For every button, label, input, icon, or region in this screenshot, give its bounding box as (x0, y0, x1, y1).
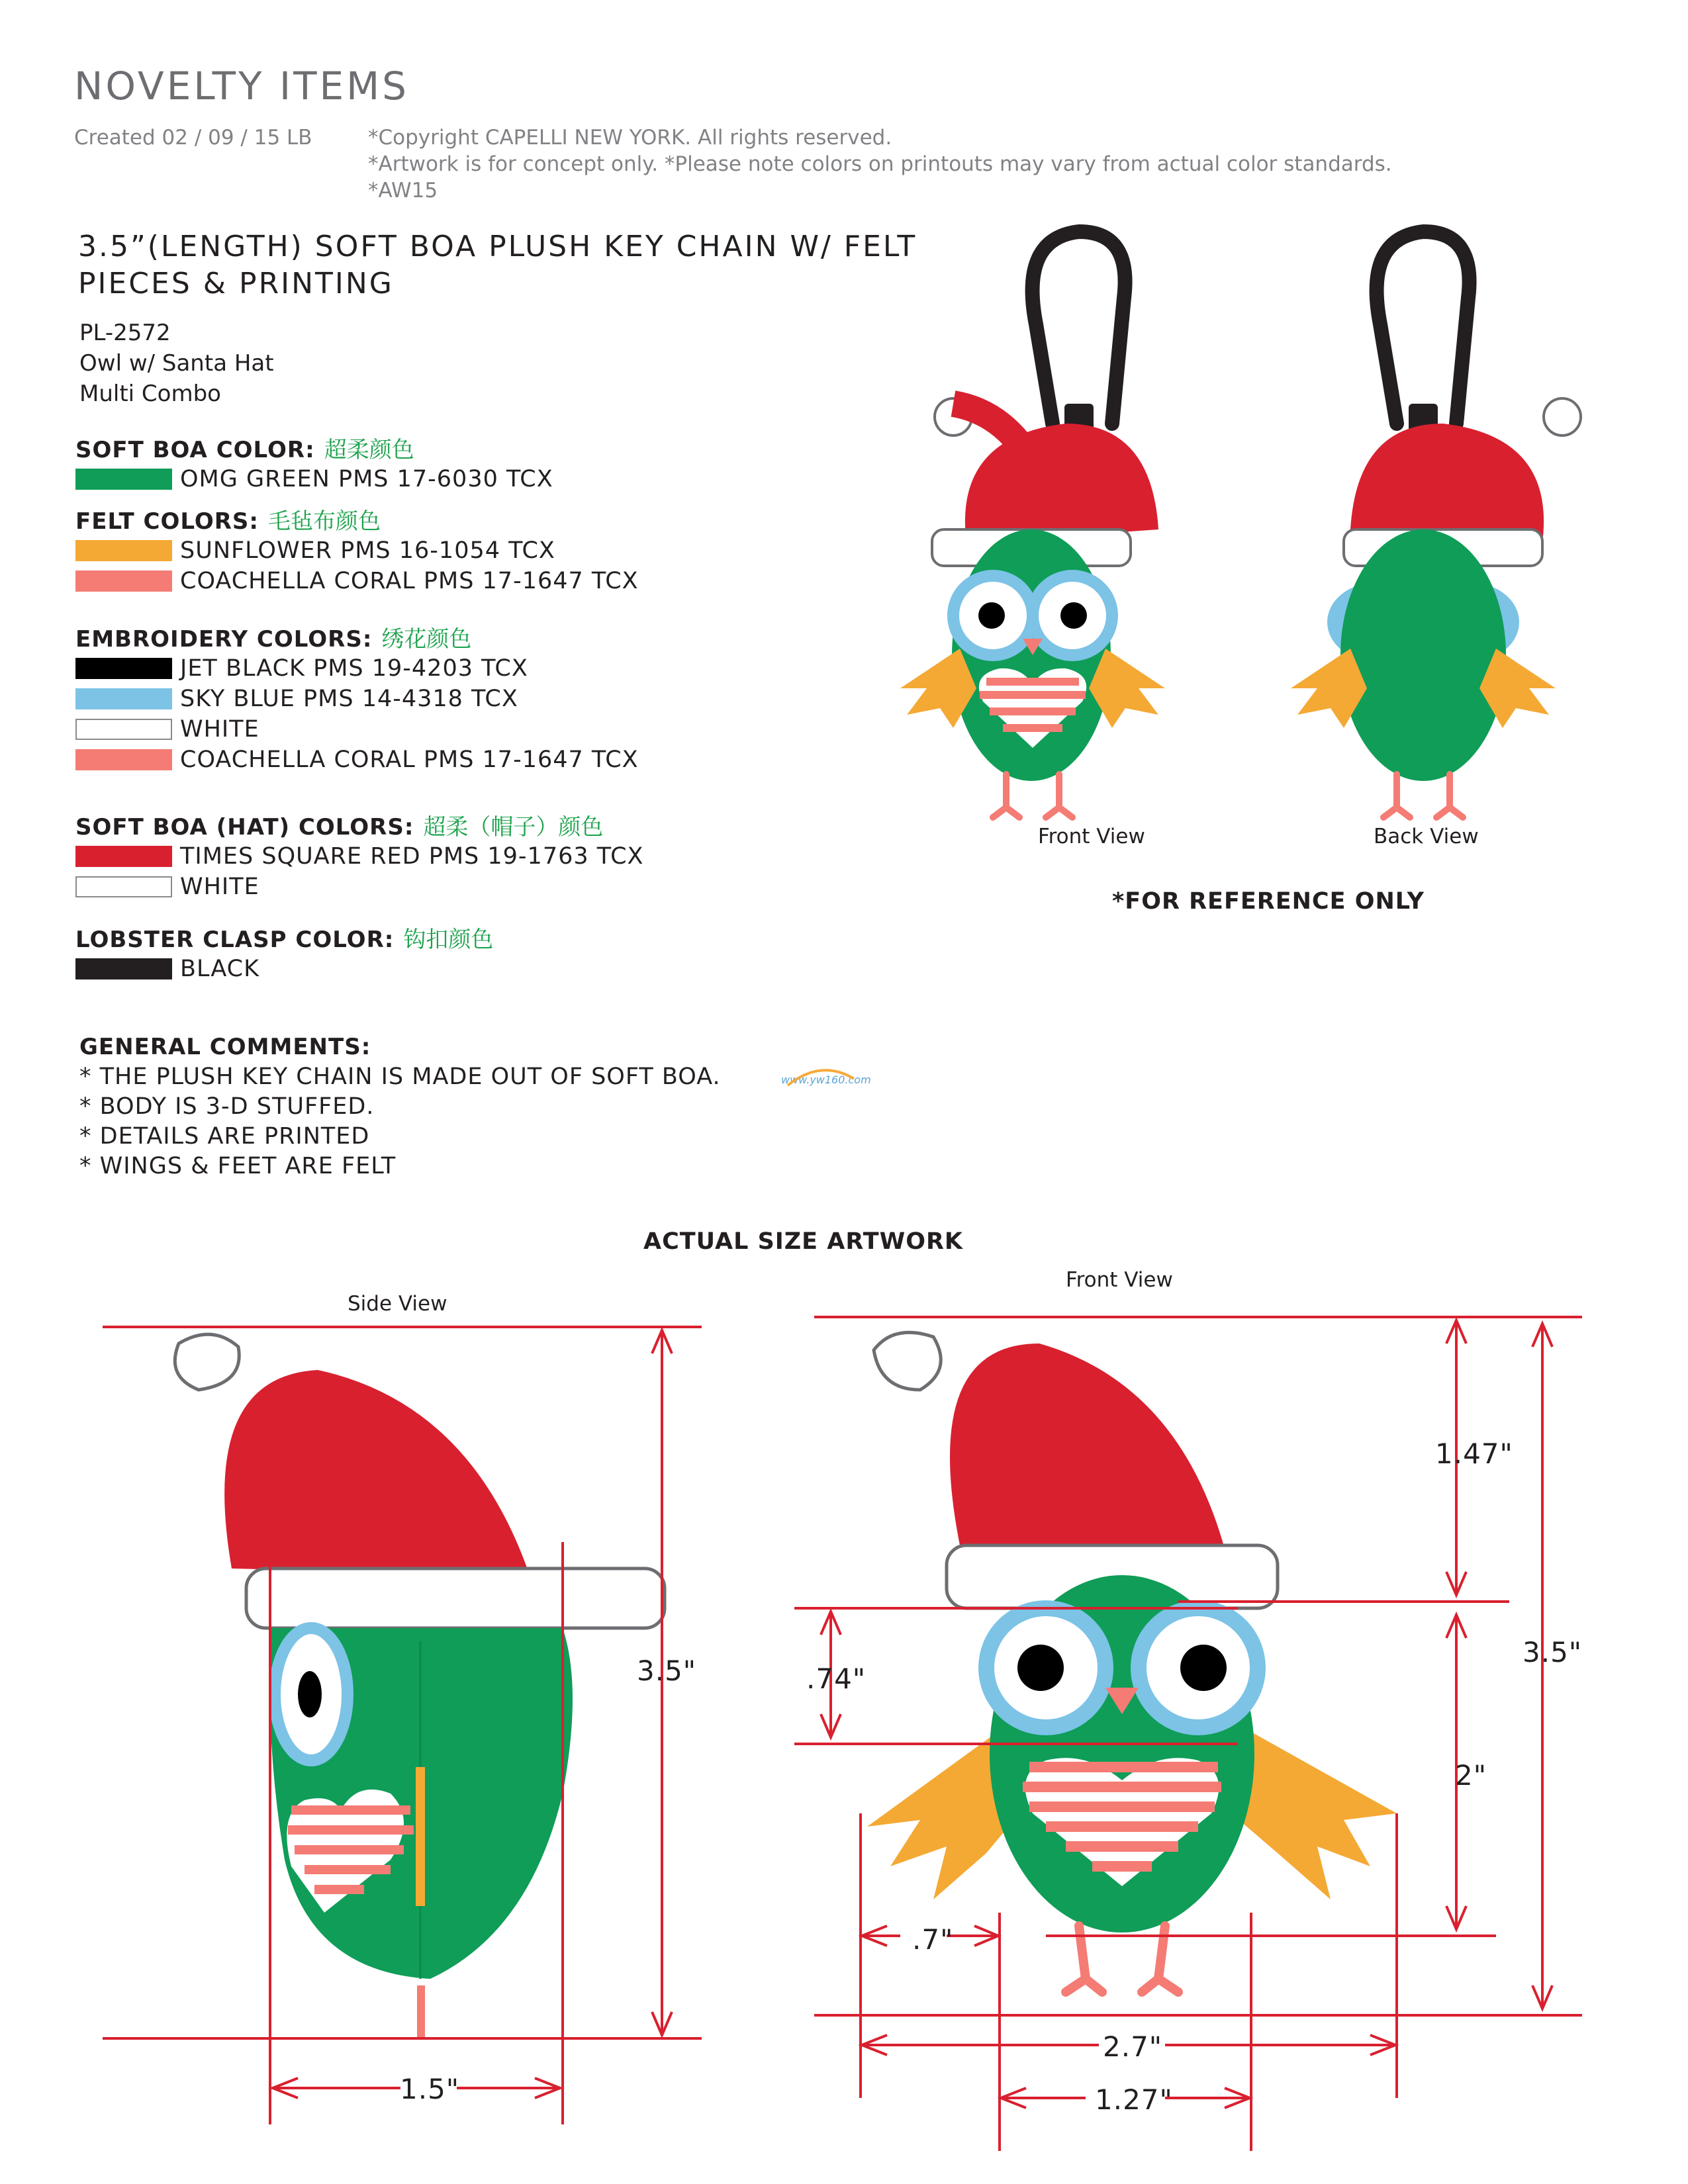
hat-pompom (175, 1334, 239, 1390)
side-view-caption: Side View (348, 1292, 447, 1316)
side-height-dim: 3.5" (637, 1655, 697, 1687)
color-row (75, 566, 639, 596)
color-swatch (75, 958, 172, 979)
back-view-keychain (1258, 225, 1589, 834)
color-row (75, 745, 639, 775)
clasp-label-cn: 钩扣颜色 (403, 927, 494, 953)
note-copyright: *Copyright CAPELLI NEW YORK. All rights reserved. (368, 126, 892, 150)
felt-label-cn: 毛毡布颜色 (268, 508, 381, 535)
side-width-dim: 1.5" (400, 2073, 460, 2105)
color-swatch (75, 749, 172, 770)
hat-label (75, 809, 644, 841)
color-row (75, 954, 493, 984)
embroidery-label-en: EMBROIDERY COLORS: (75, 626, 373, 653)
hat-shape (950, 1343, 1225, 1549)
clasp-label-en: LOBSTER CLASP COLOR: (75, 927, 395, 953)
total-height-dim: 3.5" (1523, 1636, 1583, 1668)
color-row (75, 653, 639, 684)
color-name: COACHELLA CORAL PMS 17-1647 TCX (180, 747, 639, 773)
front-view-caption-2: Front View (1066, 1268, 1173, 1292)
soft-boa-label-cn: 超柔颜色 (324, 437, 414, 463)
front-view-drawing (794, 1297, 1615, 2158)
comment-line: * BODY IS 3-D STUFFED. (79, 1093, 375, 1120)
sku: PL-2572 (79, 320, 171, 346)
color-swatch (75, 570, 172, 592)
foot (417, 1985, 425, 2038)
watermark (781, 1073, 871, 1086)
product-heading: 3.5”(LENGTH) SOFT BOA PLUSH KEY CHAIN W/ FELT PIECES & PRINTING (78, 230, 917, 300)
comment-line: * DETAILS ARE PRINTED (79, 1123, 370, 1150)
watermark-text: www.yw160.com (781, 1073, 871, 1086)
clasp-label (75, 921, 493, 954)
color-swatch (75, 719, 172, 740)
soft-boa-label (75, 432, 553, 464)
hat-label-cn: 超柔（帽子）颜色 (423, 814, 604, 841)
color-row (75, 464, 553, 494)
hat-brim (246, 1569, 665, 1628)
felt-label (75, 503, 639, 535)
color-swatch (75, 469, 172, 490)
side-view-drawing (99, 1317, 761, 2177)
watermark-swoosh-icon (781, 1066, 861, 1092)
color-swatch (75, 846, 172, 867)
header-notes (368, 124, 1392, 204)
product-info (79, 318, 274, 409)
color-swatch (75, 876, 172, 897)
color-row (75, 535, 639, 566)
product-name: Owl w/ Santa Hat (79, 350, 274, 377)
color-name: OMG GREEN PMS 17-6030 TCX (180, 466, 553, 492)
color-swatch (75, 688, 172, 709)
color-name: JET BLACK PMS 19-4203 TCX (180, 655, 528, 682)
body-height-dim: 2" (1455, 1759, 1487, 1792)
hat-shape (965, 424, 1158, 543)
color-name: SUNFLOWER PMS 16-1054 TCX (180, 537, 555, 564)
eye-height-dim: .74" (806, 1662, 867, 1695)
artwork-title: ACTUAL SIZE ARTWORK (643, 1228, 964, 1255)
embroidery-label (75, 621, 639, 653)
embroidery-label-cn: 绣花颜色 (381, 626, 472, 653)
general-comments (79, 1032, 721, 1181)
note-season: *AW15 (368, 179, 438, 203)
hat-height-dim: 1.47" (1435, 1437, 1513, 1470)
hat-pompom (1544, 398, 1581, 435)
color-name: COACHELLA CORAL PMS 17-1647 TCX (180, 568, 639, 594)
color-name: WHITE (180, 716, 259, 743)
color-name: SKY BLUE PMS 14-4318 TCX (180, 686, 518, 712)
comment-line: * THE PLUSH KEY CHAIN IS MADE OUT OF SOFT BOA. (79, 1064, 721, 1090)
soft-boa-section (75, 432, 553, 494)
embroidery-section (75, 621, 639, 775)
color-row (75, 684, 639, 714)
note-artwork: *Artwork is for concept only. *Please note colors on printouts may vary from actual color standards. (368, 152, 1392, 176)
soft-boa-label-en: SOFT BOA COLOR: (75, 437, 315, 463)
color-row (75, 872, 644, 902)
hat-pompom (874, 1332, 941, 1390)
color-swatch (75, 540, 172, 561)
comment-line: * WINGS & FEET ARE FELT (79, 1153, 397, 1179)
right-wing (1231, 1721, 1397, 1899)
comments-title: GENERAL COMMENTS: (79, 1034, 371, 1060)
color-row (75, 714, 639, 745)
felt-label-en: FELT COLORS: (75, 508, 259, 535)
front-view-keychain (914, 225, 1244, 834)
wing-width-dim: .7" (912, 1923, 954, 1956)
reference-note: *FOR REFERENCE ONLY (1112, 888, 1425, 915)
color-row (75, 841, 644, 872)
clasp-section (75, 921, 493, 984)
product-combo: Multi Combo (79, 381, 221, 407)
owl-body (1340, 529, 1506, 781)
wing-edge (416, 1767, 425, 1906)
hat-shape (1350, 424, 1544, 543)
color-swatch (75, 658, 172, 679)
created-date: Created 02 / 09 / 15 LB (74, 126, 312, 150)
page-title: NOVELTY ITEMS (74, 64, 410, 109)
hat-section (75, 809, 644, 902)
total-width-dim: 2.7" (1103, 2030, 1163, 2063)
body-width-dim: 1.27" (1095, 2083, 1173, 2116)
felt-section (75, 503, 639, 596)
color-name: WHITE (180, 874, 259, 900)
front-view-caption: Front View (1038, 825, 1145, 848)
color-name: TIMES SQUARE RED PMS 19-1763 TCX (180, 843, 644, 870)
hat-label-en: SOFT BOA (HAT) COLORS: (75, 814, 414, 841)
back-view-caption: Back View (1374, 825, 1479, 848)
color-name: BLACK (180, 956, 260, 982)
